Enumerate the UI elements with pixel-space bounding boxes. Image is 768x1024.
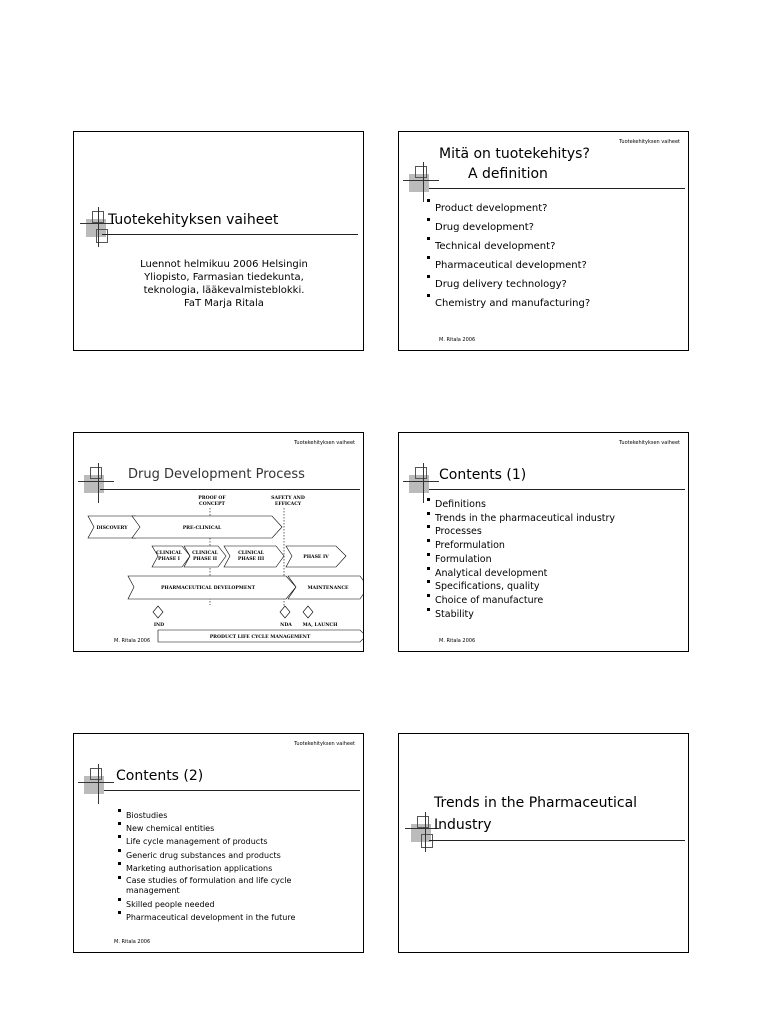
list-item: Product development? — [427, 199, 590, 218]
list-item: Drug development? — [427, 218, 590, 237]
clinical-phase-1-label: PHASE I — [158, 557, 180, 562]
list-item: Life cycle management of products — [118, 835, 326, 848]
slide-4 — [398, 432, 689, 652]
proof-of-concept-label: CONCEPT — [199, 502, 225, 507]
slide-footer: M. Ritala 2006 — [114, 638, 151, 644]
maintenance-label: MAINTENANCE — [307, 586, 349, 591]
clinical-phase-2-label: PHASE II — [192, 557, 218, 562]
slide-header: Tuotekehityksen vaiheet — [619, 139, 680, 145]
title-rule — [429, 188, 685, 189]
discovery-label: DISCOVERY — [96, 526, 128, 531]
slide-title: Drug Development Process — [128, 467, 305, 482]
slide-title: Contents (1) — [439, 467, 527, 483]
slide-footer: M. Ritala 2006 — [439, 337, 476, 343]
slide-5 — [73, 733, 364, 953]
ma-launch-diamond — [303, 606, 313, 618]
plcm-label: PRODUCT LIFE CYCLE MANAGEMENT — [209, 635, 311, 640]
list-item: Stability — [427, 608, 615, 622]
proof-of-concept-label: PROOF OF — [198, 496, 226, 501]
slide-subtitle: Luennot helmikuu 2006 Helsingin Yliopisto, Farmasian tiedekunta, teknologia, lääkevalmisteblokki. FaT Marja Ritala — [140, 259, 308, 309]
list-item: Drug delivery technology? — [427, 275, 590, 294]
list-item: Case studies of formulation and life cycle management — [118, 876, 326, 896]
list-item: Definitions — [427, 498, 615, 512]
slide-title: Tuotekehityksen vaiheet — [108, 212, 279, 228]
slide-3 — [73, 432, 364, 652]
slide-title: Mitä on tuotekehitys? A definition — [439, 146, 590, 182]
ma-launch-label: MA, LAUNCH — [302, 623, 338, 628]
title-rule — [102, 234, 358, 235]
list-item: Chemistry and manufacturing? — [427, 294, 590, 313]
slide-ornament — [78, 764, 118, 808]
drug-development-diagram — [74, 433, 364, 652]
slide-title: Trends in the Pharmaceutical Industry — [434, 795, 638, 833]
title-rule — [429, 840, 685, 841]
list-item: Marketing authorisation applications — [118, 862, 326, 875]
bullet-list — [427, 199, 590, 313]
safety-efficacy-label: SAFETY AND — [271, 496, 305, 501]
title-rule — [104, 790, 360, 791]
list-item: Specifications, quality — [427, 580, 615, 594]
clinical-phase-3-label: PHASE III — [237, 557, 265, 562]
bullet-list — [427, 498, 615, 621]
safety-efficacy-label: EFFICACY — [274, 502, 302, 507]
list-item: Generic drug substances and products — [118, 849, 326, 862]
ind-diamond — [153, 606, 163, 618]
list-item: Analytical development — [427, 567, 615, 581]
list-item: Pharmaceutical development? — [427, 256, 590, 275]
pre-clinical-label: PRE-CLINICAL — [182, 526, 222, 531]
list-item: Preformulation — [427, 539, 615, 553]
list-item: Technical development? — [427, 237, 590, 256]
list-item: Biostudies — [118, 809, 326, 822]
list-item: Processes — [427, 525, 615, 539]
clinical-phase-3-label: CLINICAL — [238, 551, 264, 556]
slide-header: Tuotekehityksen vaiheet — [619, 440, 680, 446]
list-item: Formulation — [427, 553, 615, 567]
slide-header: Tuotekehityksen vaiheet — [294, 440, 355, 446]
slide-2 — [398, 131, 689, 351]
phase-4-label: PHASE IV — [303, 555, 329, 560]
clinical-phase-1-label: CLINICAL — [156, 551, 182, 556]
slide-footer: M. Ritala 2006 — [439, 638, 476, 644]
nda-diamond — [280, 606, 290, 618]
list-item: New chemical entities — [118, 822, 326, 835]
pharmaceutical-development-label: PHARMACEUTICAL DEVELOPMENT — [160, 586, 256, 591]
slide-title: Contents (2) — [116, 768, 204, 784]
slide-footer: M. Ritala 2006 — [114, 939, 151, 945]
slide-1 — [73, 131, 364, 351]
ind-label: IND — [153, 623, 165, 628]
slide-header: Tuotekehityksen vaiheet — [294, 741, 355, 747]
list-item: Pharmaceutical development in the future — [118, 911, 326, 924]
list-item: Skilled people needed — [118, 898, 326, 911]
slide-6 — [398, 733, 689, 953]
clinical-phase-2-label: CLINICAL — [192, 551, 218, 556]
list-item: Choice of manufacture — [427, 594, 615, 608]
nda-label: NDA — [280, 623, 292, 628]
list-item: Trends in the pharmaceutical industry — [427, 512, 615, 526]
title-rule — [429, 489, 685, 490]
bullet-list — [118, 809, 326, 924]
